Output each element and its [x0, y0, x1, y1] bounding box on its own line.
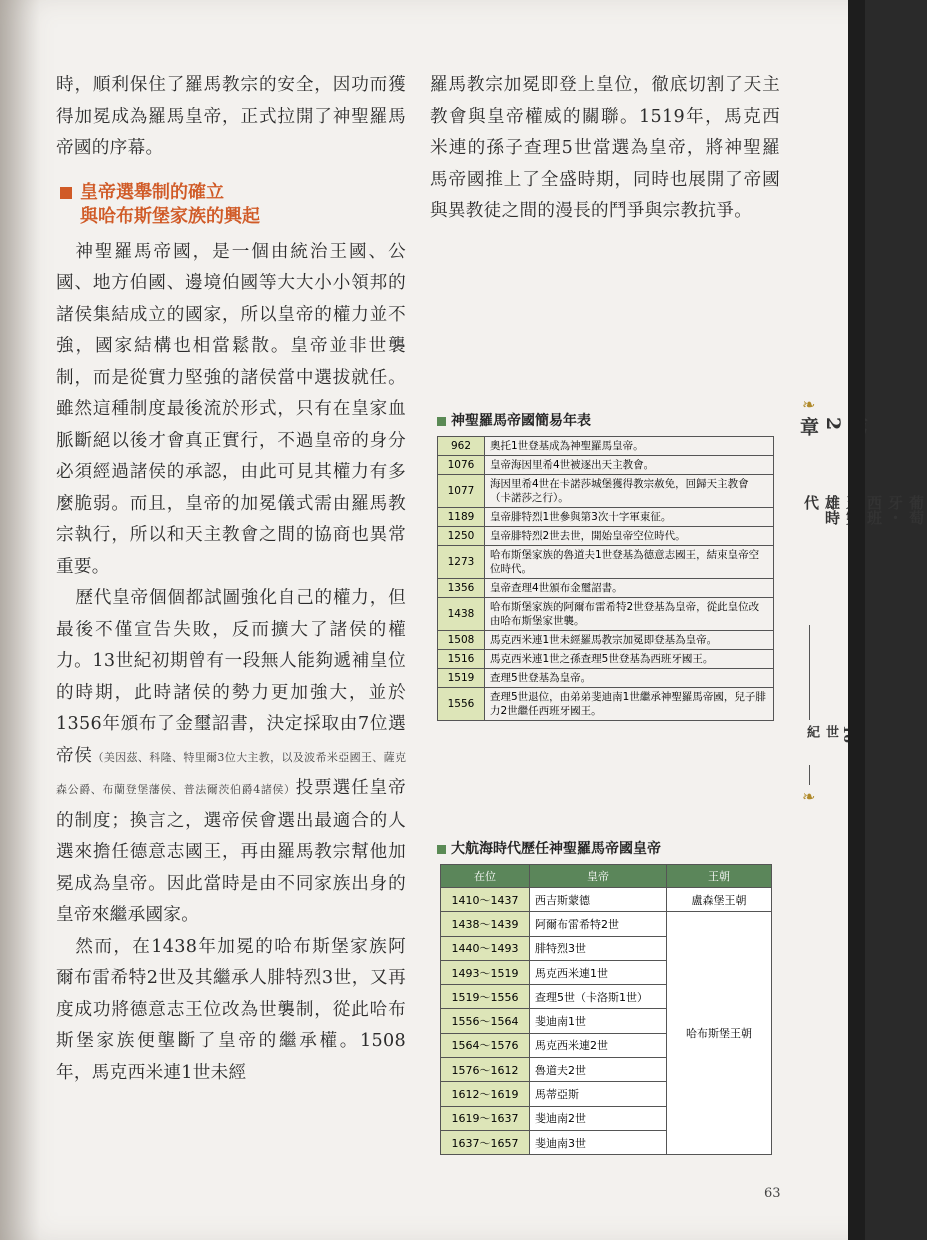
timeline-event: 哈布斯堡家族的阿爾布雷希特2世登基為皇帝，從此皇位改由哈布斯堡家世襲。	[485, 598, 774, 631]
timeline-row	[438, 669, 774, 688]
dynasty-habsburg: 哈布斯堡王朝	[667, 912, 772, 1155]
elector-note: （美因茲、科隆、特里爾3位大主教，以及波希米亞國王、薩克森公爵、布蘭登堡藩侯、普法爾茨伯爵4諸侯）	[56, 750, 406, 796]
emperor-name: 腓特烈3世	[530, 936, 667, 960]
timeline-year: 1356	[438, 579, 485, 598]
timeline-event: 皇帝腓特烈1世參與第3次十字軍東征。	[485, 508, 774, 527]
emperor-name: 馬克西米連2世	[530, 1033, 667, 1057]
century-label: 世紀	[804, 725, 838, 738]
timeline-row	[438, 631, 774, 650]
heading-line-1: 皇帝選舉制的確立	[80, 181, 224, 203]
emperor-row	[441, 912, 772, 936]
divider-line-2	[809, 765, 810, 785]
emperor-name: 馬克西米連1世	[530, 960, 667, 984]
divider-line	[809, 625, 810, 720]
timeline-square-icon	[437, 417, 446, 426]
emperor-name: 阿爾布雷希特2世	[530, 912, 667, 936]
emperor-period: 1556～1564	[441, 1009, 530, 1033]
heading-line-2: 與哈布斯堡家族的興起	[80, 205, 260, 227]
chapter-title: 葡萄牙・西班 雄時代	[802, 495, 925, 525]
emperor-period: 1637～1657	[441, 1130, 530, 1154]
emperors-table	[440, 864, 772, 1155]
timeline-row	[438, 527, 774, 546]
emperor-period: 1612～1619	[441, 1082, 530, 1106]
timeline-year: 1556	[438, 688, 485, 721]
paragraph-2-part-a: 歷代皇帝個個都試圖強化自己的權力，但最後不僅宣告失敗，反而擴大了諸侯的權力。13世紀初期曾有一段無人能夠遞補皇位的時期，此時諸侯的勢力更加強大，並於1356年頒布了金璽詔書，決定採取由7位選帝侯	[56, 588, 406, 766]
emperor-period: 1493～1519	[441, 960, 530, 984]
timeline-row	[438, 456, 774, 475]
emperors-square-icon	[437, 845, 446, 854]
ornament-bottom-icon: ❧	[802, 787, 816, 806]
body-paragraph-2	[56, 583, 406, 932]
timeline-row	[438, 688, 774, 721]
left-column	[56, 70, 406, 1089]
emperor-name: 斐迪南1世	[530, 1009, 667, 1033]
body-paragraph-1: 神聖羅馬帝國，是一個由統治王國、公國、地方伯國、邊境伯國等大大小小領邦的諸侯集結成立的國家，所以皇帝的權力並不強，國家結構也相當鬆散。皇帝並非世襲制，而是從實力堅強的諸侯當中選拔就任。雖然這種制度最後流於形式，只有在皇家血脈斷絕以後才會真正實行，不過皇帝的身分必須經過諸侯的承認，由此可見其權力有多麼脆弱。而且，皇帝的加冕儀式需由羅馬教宗執行，所以和天主教會之間的協商也異常重要。	[56, 241, 406, 577]
emperors-title	[437, 838, 661, 858]
emperors-title-text: 大航海時代歷任神聖羅馬帝國皇帝	[451, 841, 661, 857]
emperor-name: 西吉斯蒙德	[530, 888, 667, 912]
right-column	[430, 70, 780, 228]
timeline-year: 962	[438, 437, 485, 456]
timeline-event: 皇帝查理4世頒布金璽詔書。	[485, 579, 774, 598]
emperor-period: 1519～1556	[441, 985, 530, 1009]
timeline-row	[438, 579, 774, 598]
intro-paragraph: 時，順利保住了羅馬教宗的安全，因功而獲得加冕成為羅馬皇帝，正式拉開了神聖羅馬帝國的序幕。	[56, 75, 406, 158]
timeline-title	[437, 410, 591, 430]
header-emperor: 皇帝	[530, 865, 667, 888]
timeline-title-text: 神聖羅馬帝國簡易年表	[451, 413, 591, 429]
timeline-event: 查理5世退位，由弟弟斐迪南1世繼承神聖羅馬帝國，兒子腓力2世繼任西班牙國王。	[485, 688, 774, 721]
emperor-row	[441, 888, 772, 912]
chapter-label: 2章	[797, 417, 844, 436]
timeline-year: 1519	[438, 669, 485, 688]
timeline-row	[438, 598, 774, 631]
timeline-event: 查理5世登基為皇帝。	[485, 669, 774, 688]
emperors-header-row	[441, 865, 772, 888]
emperor-period: 1576～1612	[441, 1058, 530, 1082]
timeline-year: 1076	[438, 456, 485, 475]
emperor-name: 查理5世（卡洛斯1世）	[530, 985, 667, 1009]
timeline-year: 1273	[438, 546, 485, 579]
page-number: 63	[764, 1186, 781, 1201]
emperor-period: 1438～1439	[441, 912, 530, 936]
timeline-year: 1077	[438, 475, 485, 508]
emperor-period: 1440～1493	[441, 936, 530, 960]
page-edge	[848, 0, 865, 1240]
emperor-period: 1564～1576	[441, 1033, 530, 1057]
header-period: 在位	[441, 865, 530, 888]
timeline-year: 1250	[438, 527, 485, 546]
timeline-event: 奧托1世登基成為神聖羅馬皇帝。	[485, 437, 774, 456]
paragraph-2-part-b: 投票選任皇帝的制度；換言之，選帝侯會選出最適合的人選來擔任德意志國王，再由羅馬教宗幫他加冕成為皇帝。因此當時是由不同家族出身的皇帝來繼承國家。	[56, 778, 406, 925]
timeline-year: 1438	[438, 598, 485, 631]
timeline-year: 1516	[438, 650, 485, 669]
timeline-event: 海因里希4世在卡諾莎城堡獲得教宗赦免，回歸天主教會（卡諾莎之行）。	[485, 475, 774, 508]
timeline-row	[438, 437, 774, 456]
timeline-event: 皇帝腓特烈2世去世，開始皇帝空位時代。	[485, 527, 774, 546]
timeline-row	[438, 546, 774, 579]
dynasty-luxembourg: 盧森堡王朝	[667, 888, 772, 912]
emperor-name: 斐迪南3世	[530, 1130, 667, 1154]
timeline-event: 皇帝海因里希4世被逐出天主教會。	[485, 456, 774, 475]
timeline-table	[437, 436, 774, 721]
timeline-year: 1508	[438, 631, 485, 650]
emperor-name: 馬蒂亞斯	[530, 1082, 667, 1106]
header-dynasty: 王朝	[667, 865, 772, 888]
section-heading	[56, 181, 406, 229]
timeline-event: 馬克西米連1世之孫查理5世登基為西班牙國王。	[485, 650, 774, 669]
heading-square-icon	[60, 187, 72, 199]
timeline-row	[438, 475, 774, 508]
emperor-name: 魯道夫2世	[530, 1058, 667, 1082]
right-paragraph: 羅馬教宗加冕即登上皇位，徹底切割了天主教會與皇帝權威的關聯。1519年，馬克西米連的孫子查理5世當選為皇帝，將神聖羅馬帝國推上了全盛時期，同時也展開了帝國與異教徒之間的漫長的鬥爭與宗教抗爭。	[430, 75, 780, 221]
timeline-event: 哈布斯堡家族的魯道夫1世登基為德意志國王，結束皇帝空位時代。	[485, 546, 774, 579]
timeline-event: 馬克西米連1世未經羅馬教宗加冕即登基為皇帝。	[485, 631, 774, 650]
body-paragraph-3: 然而，在1438年加冕的哈布斯堡家族阿爾布雷希特2世及其繼承人腓特烈3世，又再度成功將德意志王位改為世襲制，從此哈布斯堡家族便壟斷了皇帝的繼承權。1508年，馬克西米連1世未經	[56, 936, 406, 1083]
ornament-top-icon: ❧	[802, 395, 816, 414]
emperor-name: 斐迪南2世	[530, 1106, 667, 1130]
page-spine-shadow	[0, 0, 40, 1240]
timeline-row	[438, 650, 774, 669]
emperor-period: 1410～1437	[441, 888, 530, 912]
timeline-row	[438, 508, 774, 527]
emperor-period: 1619～1637	[441, 1106, 530, 1130]
timeline-year: 1189	[438, 508, 485, 527]
